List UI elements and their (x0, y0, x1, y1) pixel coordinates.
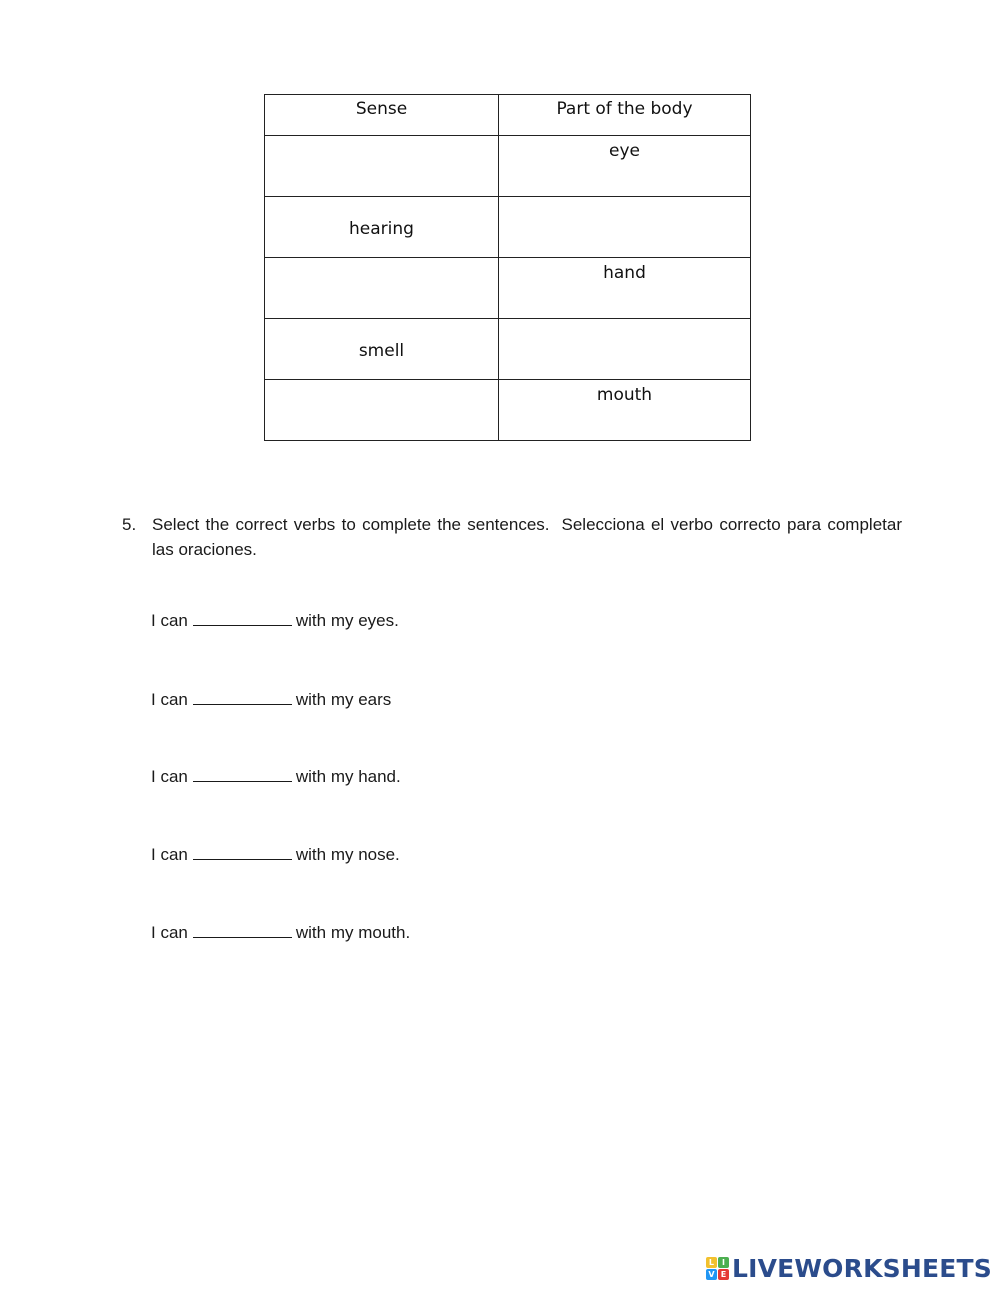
question-number: 5. (122, 515, 137, 534)
senses-table (264, 94, 751, 441)
sentence-suffix: with my eyes. (295, 611, 399, 630)
part-answer-input[interactable] (510, 336, 740, 366)
sentence-prefix: I can (151, 690, 188, 709)
instruction-spanish: Selecciona el verbo correcto para completar las oraciones. (152, 515, 902, 559)
sentence-prefix: I can (151, 845, 188, 864)
verb-blank[interactable] (193, 845, 292, 860)
part-answer-input[interactable] (510, 214, 740, 244)
part-blank-cell[interactable] (499, 197, 751, 258)
sentence-5 (151, 923, 410, 943)
logo-tile: E (718, 1269, 729, 1280)
sentence-2 (151, 690, 391, 710)
sense-blank-cell[interactable] (265, 380, 499, 441)
sentence-prefix: I can (151, 767, 188, 786)
table-header-row (265, 95, 751, 136)
sentence-prefix: I can (151, 923, 188, 942)
sense-blank-cell[interactable] (265, 258, 499, 319)
part-cell: eye (499, 136, 751, 197)
sentence-suffix: with my mouth. (295, 923, 411, 942)
sentence-suffix: with my nose. (295, 845, 400, 864)
sense-answer-input[interactable] (275, 153, 489, 183)
table-row (265, 258, 751, 319)
part-cell: hand (499, 258, 751, 319)
liveworksheets-brand (706, 1254, 992, 1283)
sentence-suffix: with my hand. (295, 767, 401, 786)
sense-answer-input[interactable] (275, 275, 489, 305)
sentence-4 (151, 845, 400, 865)
sentence-suffix: with my ears (295, 690, 392, 709)
verb-blank[interactable] (193, 690, 292, 705)
sense-cell: smell (265, 319, 499, 380)
sense-blank-cell[interactable] (265, 136, 499, 197)
question-5 (122, 512, 902, 562)
sentence-1 (151, 611, 399, 631)
question-instruction (152, 512, 902, 562)
liveworksheets-logo-icon (706, 1257, 729, 1280)
logo-tile: V (706, 1269, 717, 1280)
table-row (265, 136, 751, 197)
sense-cell: hearing (265, 197, 499, 258)
table-row (265, 380, 751, 441)
sentence-prefix: I can (151, 611, 188, 630)
verb-blank[interactable] (193, 611, 292, 626)
part-cell: mouth (499, 380, 751, 441)
header-part-of-body: Part of the body (499, 95, 751, 136)
table-row (265, 319, 751, 380)
logo-tile: L (706, 1257, 717, 1268)
brand-name: LIVEWORKSHEETS (731, 1254, 992, 1283)
instruction-english: Select the correct verbs to complete the sentences. (152, 515, 550, 534)
logo-tile: I (718, 1257, 729, 1268)
verb-blank[interactable] (193, 923, 292, 938)
sentence-3 (151, 767, 401, 787)
header-sense: Sense (265, 95, 499, 136)
part-blank-cell[interactable] (499, 319, 751, 380)
table-row (265, 197, 751, 258)
sense-answer-input[interactable] (275, 397, 489, 427)
verb-blank[interactable] (193, 767, 292, 782)
